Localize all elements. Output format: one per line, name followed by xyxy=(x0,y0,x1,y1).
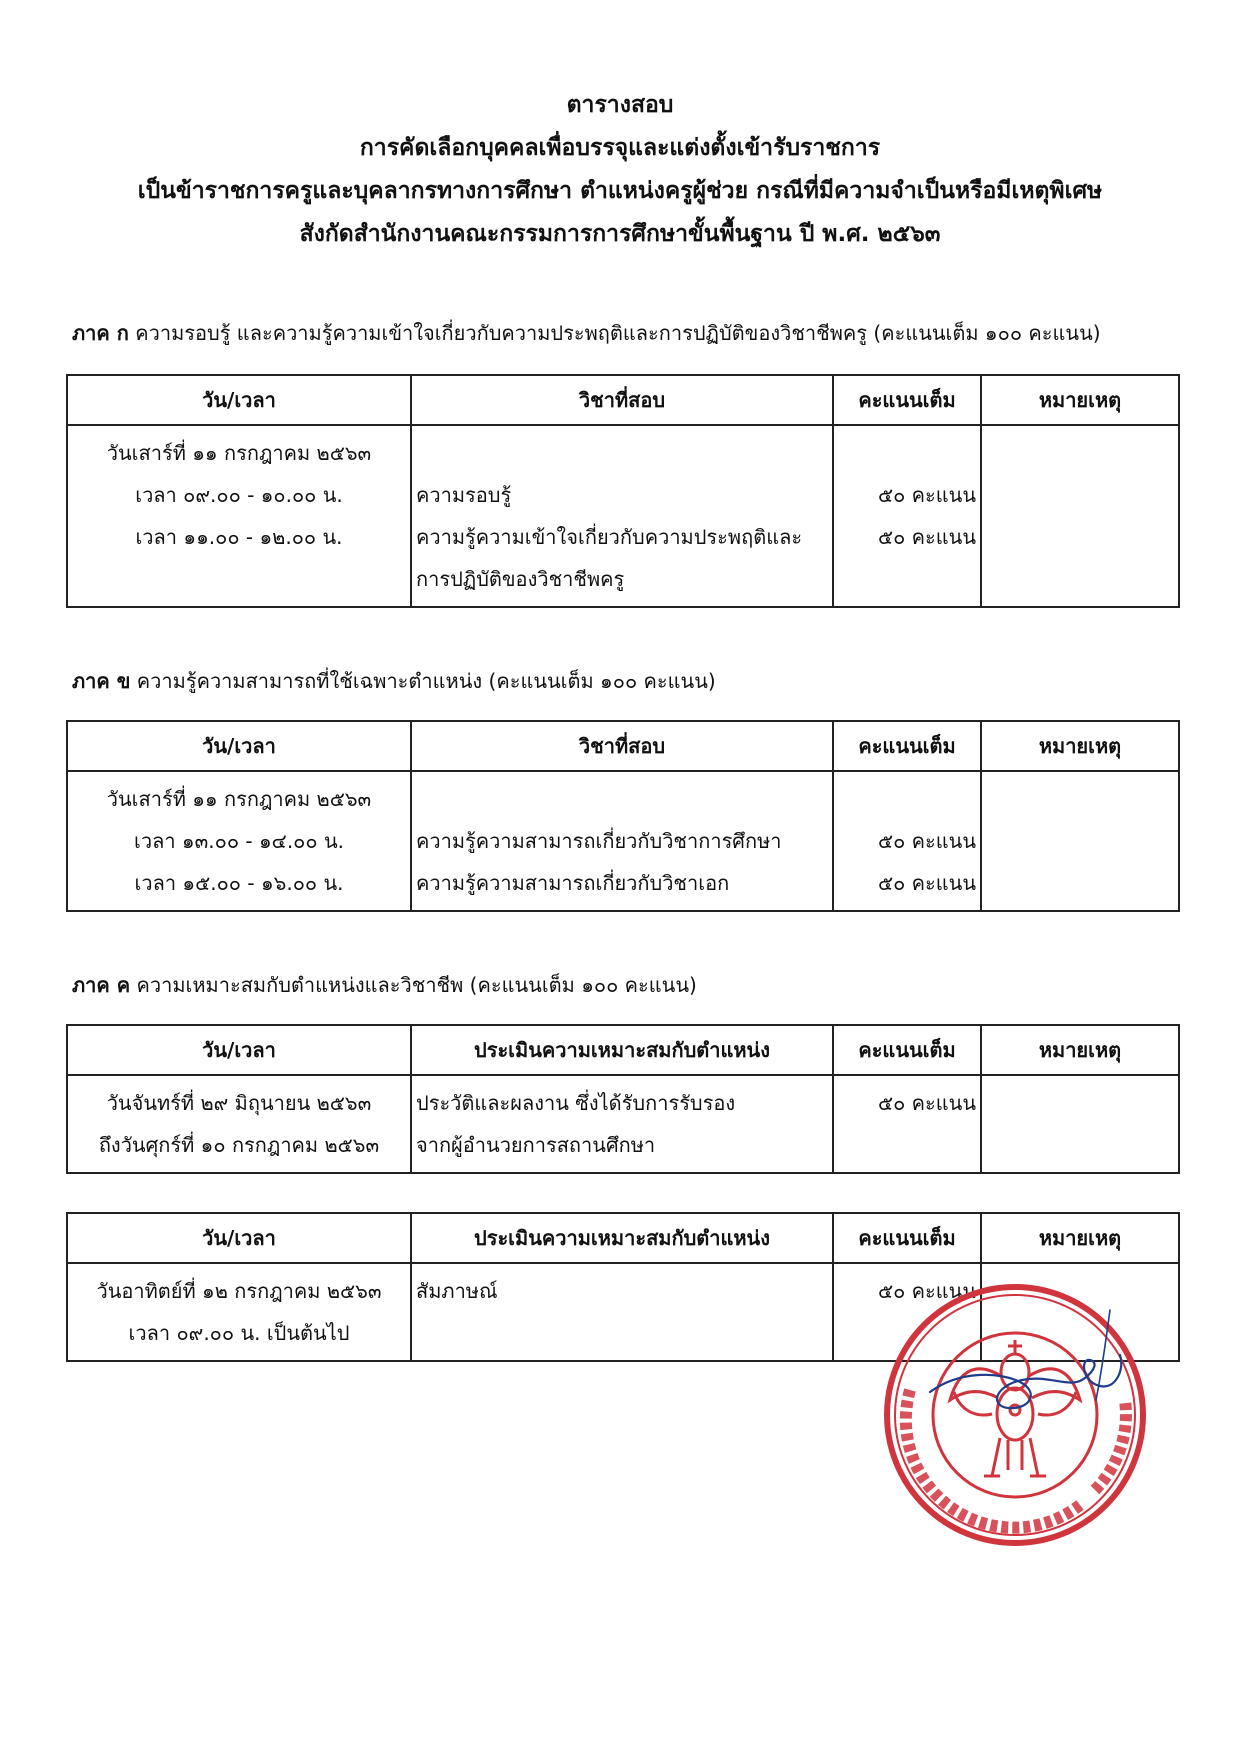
section-b-heading xyxy=(72,666,716,696)
column-header-remark: หมายเหตุ xyxy=(981,1025,1179,1075)
section-c-description: ความเหมาะสมกับตำแหน่งและวิชาชีพ (คะแนนเต็ม ๑๐๐ คะแนน) xyxy=(136,973,697,997)
assessment-line-1: สัมภาษณ์ xyxy=(416,1279,498,1303)
exam-date: วันเสาร์ที่ ๑๑ กรกฎาคม ๒๕๖๓ xyxy=(106,441,372,465)
column-header-assessment: ประเมินความเหมาะสมกับตำแหน่ง xyxy=(411,1025,833,1075)
column-header-datetime: วัน/เวลา xyxy=(67,375,411,425)
exam-date-start: วันจันทร์ที่ ๒๙ มิถุนายน ๒๕๖๓ xyxy=(106,1091,372,1115)
header-line-4: สังกัดสำนักงานคณะกรรมการการศึกษาขั้นพื้นฐาน ปี พ.ศ. ๒๕๖๓ xyxy=(299,221,941,247)
subject-2-line-1: ความรู้ความเข้าใจเกี่ยวกับความประพฤติและ xyxy=(416,525,803,549)
score-cell xyxy=(833,425,981,607)
subject-cell xyxy=(411,425,833,607)
score-cell xyxy=(833,1075,981,1173)
remark-cell xyxy=(981,425,1179,607)
score-2: ๕๐ คะแนน xyxy=(877,525,976,549)
section-b-label: ภาค ข xyxy=(72,669,131,693)
column-header-score: คะแนนเต็ม xyxy=(833,1213,981,1263)
assessment-cell xyxy=(411,1263,833,1361)
score-2: ๕๐ คะแนน xyxy=(877,871,976,895)
column-header-remark: หมายเหตุ xyxy=(981,375,1179,425)
subject-cell xyxy=(411,771,833,911)
exam-time-2: เวลา ๑๕.๐๐ - ๑๖.๐๐ น. xyxy=(134,871,344,895)
exam-time-1: เวลา ๐๙.๐๐ - ๑๐.๐๐ น. xyxy=(135,483,343,507)
table-header-row xyxy=(67,1213,1179,1263)
column-header-remark: หมายเหตุ xyxy=(981,721,1179,771)
exam-time: เวลา ๐๙.๐๐ น. เป็นต้นไป xyxy=(128,1321,350,1345)
score-1: ๕๐ คะแนน xyxy=(877,829,976,853)
assessment-line-1: ประวัติและผลงาน ซึ่งได้รับการรับรอง xyxy=(416,1091,736,1115)
section-a-description: ความรอบรู้ และความรู้ความเข้าใจเกี่ยวกับความประพฤติและการปฏิบัติของวิชาชีพครู (คะแนนเต็ม ๑๐๐ คะแนน) xyxy=(135,321,1101,345)
table-header-row xyxy=(67,1025,1179,1075)
score: ๕๐ คะแนน xyxy=(877,1091,976,1115)
datetime-cell xyxy=(67,425,411,607)
document-title: ตารางสอบ xyxy=(566,92,674,118)
column-header-score: คะแนนเต็ม xyxy=(833,375,981,425)
column-header-subject: วิชาที่สอบ xyxy=(411,375,833,425)
column-header-assessment: ประเมินความเหมาะสมกับตำแหน่ง xyxy=(411,1213,833,1263)
assessment-line-2: จากผู้อำนวยการสถานศึกษา xyxy=(416,1133,656,1157)
header-line-3: เป็นข้าราชการครูและบุคลากรทางการศึกษา ตำแหน่งครูผู้ช่วย กรณีที่มีความจำเป็นหรือมีเหตุพิเศษ xyxy=(137,178,1103,204)
score: ๕๐ คะแนน xyxy=(877,1279,976,1303)
table-row xyxy=(67,771,1179,911)
column-header-score: คะแนนเต็ม xyxy=(833,721,981,771)
score-1: ๕๐ คะแนน xyxy=(877,483,976,507)
column-header-subject: วิชาที่สอบ xyxy=(411,721,833,771)
section-c-label: ภาค ค xyxy=(72,973,131,997)
datetime-cell xyxy=(67,771,411,911)
column-header-datetime: วัน/เวลา xyxy=(67,1213,411,1263)
subject-1: ความรอบรู้ xyxy=(416,483,512,507)
remark-cell xyxy=(981,771,1179,911)
table-header-row xyxy=(67,375,1179,425)
column-header-score: คะแนนเต็ม xyxy=(833,1025,981,1075)
header-line-2: การคัดเลือกบุคคลเพื่อบรรจุและแต่งตั้งเข้ารับราชการ xyxy=(359,135,881,161)
section-a-table xyxy=(66,374,1180,608)
column-header-remark: หมายเหตุ xyxy=(981,1213,1179,1263)
exam-date-end: ถึงวันศุกร์ที่ ๑๐ กรกฎาคม ๒๕๖๓ xyxy=(98,1133,380,1157)
section-b-description: ความรู้ความสามารถที่ใช้เฉพาะตำแหน่ง (คะแนนเต็ม ๑๐๐ คะแนน) xyxy=(136,669,716,693)
table-row xyxy=(67,1075,1179,1173)
exam-date: วันอาทิตย์ที่ ๑๒ กรกฎาคม ๒๕๖๓ xyxy=(96,1279,382,1303)
section-c-heading xyxy=(72,970,697,1000)
subject-2-line-2: การปฏิบัติของวิชาชีพครู xyxy=(416,567,625,591)
exam-date: วันเสาร์ที่ ๑๑ กรกฎาคม ๒๕๖๓ xyxy=(106,787,372,811)
exam-time-1: เวลา ๑๓.๐๐ - ๑๔.๐๐ น. xyxy=(134,829,344,853)
document-header xyxy=(0,84,1240,256)
column-header-datetime: วัน/เวลา xyxy=(67,1025,411,1075)
score-cell xyxy=(833,771,981,911)
section-a-heading xyxy=(72,318,1101,348)
section-a-label: ภาค ก xyxy=(72,321,129,345)
column-header-datetime: วัน/เวลา xyxy=(67,721,411,771)
datetime-cell xyxy=(67,1075,411,1173)
table-header-row xyxy=(67,721,1179,771)
table-row xyxy=(67,425,1179,607)
section-b-table xyxy=(66,720,1180,912)
section-c-table-1 xyxy=(66,1024,1180,1174)
remark-cell xyxy=(981,1075,1179,1173)
signature-icon xyxy=(920,1300,1150,1440)
datetime-cell xyxy=(67,1263,411,1361)
subject-1: ความรู้ความสามารถเกี่ยวกับวิชาการศึกษา xyxy=(416,829,782,853)
exam-time-2: เวลา ๑๑.๐๐ - ๑๒.๐๐ น. xyxy=(135,525,343,549)
subject-2: ความรู้ความสามารถเกี่ยวกับวิชาเอก xyxy=(416,871,730,895)
assessment-cell xyxy=(411,1075,833,1173)
